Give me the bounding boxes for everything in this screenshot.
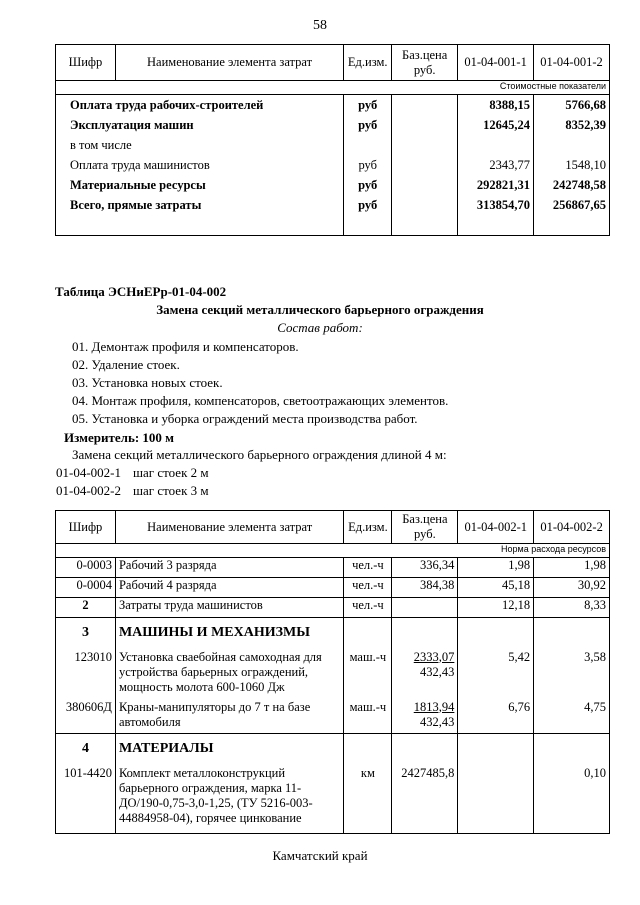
table-row [56,598,610,618]
row-value-1: 12,18 [458,598,534,618]
row-name: Затраты труда машинистов [115,598,343,618]
header-unit: Ед.изм. [344,511,392,544]
table-title: Таблица ЭСНиЕРр-01-04-002 [55,284,227,299]
header-price: Баз.цена руб. [392,45,458,81]
header-col2: 01-04-001-2 [534,45,610,81]
row-unit: руб [344,115,392,135]
row-value-1: 313854,70 [458,195,534,215]
variant-text: шаг стоек 3 м [133,483,209,498]
row-value-1: 292821,31 [458,175,534,195]
row-code: 123010 [56,648,116,698]
row-value-1 [458,764,534,834]
row-price [392,648,458,698]
row-price [392,135,458,155]
row-price [392,95,458,116]
work-item: 04. Монтаж профиля, компенсаторов, светоотражающих элементов. [72,393,449,408]
row-price [392,155,458,175]
row-unit [344,135,392,155]
header-col2: 01-04-002-2 [534,511,610,544]
price-main: 1813,94 [413,699,455,714]
row-code: 0-0003 [56,558,116,578]
work-item: 05. Установка и уборка ограждений места производства работ. [72,411,418,426]
row-value-2: 0,10 [534,764,610,834]
section-heading [56,734,610,764]
works-list [72,339,448,429]
row-value-1: 5,42 [458,648,534,698]
header-name: Наименование элемента затрат [115,511,343,544]
row-value-2: 30,92 [534,578,610,598]
row-unit: маш.-ч [344,698,392,734]
work-item: 02. Удаление стоек. [72,357,180,372]
row-value-1 [458,135,534,155]
header-unit: Ед.изм. [344,45,392,81]
row-value-2: 5766,68 [534,95,610,116]
table-row [56,698,610,734]
row-value-2: 8352,39 [534,115,610,135]
row-value-2: 1548,10 [534,155,610,175]
table-row [56,558,610,578]
row-name: Оплата труда машинистов [56,155,344,175]
resource-table [55,510,610,834]
row-value-1: 1,98 [458,558,534,578]
price-secondary: 432,43 [419,714,455,729]
row-unit: маш.-ч [344,648,392,698]
section-label: Норма расхода ресурсов [56,544,610,558]
row-value-1: 45,18 [458,578,534,598]
row-price [392,558,458,578]
row-value-2 [534,135,610,155]
table-row [56,155,610,175]
price-main: 336,34 [419,558,455,572]
works-title: Состав работ: [277,320,363,335]
variant-code: 01-04-002-1 [56,465,121,480]
heading-name: МАТЕРИАЛЫ [115,734,343,764]
row-code: 2 [56,598,116,618]
row-value-2: 4,75 [534,698,610,734]
heading-code: 3 [56,618,116,648]
row-name: Рабочий 3 разряда [115,558,343,578]
row-price [392,698,458,734]
row-name: Эксплуатация машин [56,115,344,135]
row-code: 101-4420 [56,764,116,834]
heading-code: 4 [56,734,116,764]
row-price [392,764,458,834]
row-value-1: 2343,77 [458,155,534,175]
table-row [56,175,610,195]
price-main: 384,38 [419,578,455,592]
row-unit: руб [344,195,392,215]
row-name: Оплата труда рабочих-строителей [56,95,344,116]
row-code: 380606Д [56,698,116,734]
section-heading [56,618,610,648]
row-unit: руб [344,155,392,175]
row-code: 0-0004 [56,578,116,598]
row-price [392,598,458,618]
row-value-1: 6,76 [458,698,534,734]
row-value-2: 8,33 [534,598,610,618]
variants-list [56,465,209,501]
row-value-2: 3,58 [534,648,610,698]
row-value-1: 8388,15 [458,95,534,116]
work-item: 01. Демонтаж профиля и компенсаторов. [72,339,299,354]
section-label: Стоимостные показатели [56,81,610,95]
table-row [56,195,610,215]
row-unit: км [344,764,392,834]
row-unit: чел.-ч [344,558,392,578]
header-price: Баз.цена руб. [392,511,458,544]
cost-table-1 [55,44,610,236]
header-col1: 01-04-002-1 [458,511,534,544]
table-subtitle: Замена секций металлического барьерного ограждения [156,302,484,317]
row-name: Рабочий 4 разряда [115,578,343,598]
header-code: Шифр [56,511,116,544]
variant-item [56,483,209,501]
row-unit: чел.-ч [344,598,392,618]
row-value-2: 256867,65 [534,195,610,215]
table-row [56,764,610,834]
page-number: 58 [313,18,327,33]
table-row [56,95,610,116]
row-unit: руб [344,175,392,195]
measure: Измеритель: 100 м [64,430,175,445]
variant-text: шаг стоек 2 м [133,465,209,480]
description: Замена секций металлического барьерного ограждения длиной 4 м: [72,447,447,462]
heading-name: МАШИНЫ И МЕХАНИЗМЫ [115,618,343,648]
row-value-2: 242748,58 [534,175,610,195]
table-row [56,648,610,698]
row-name: в том числе [56,135,344,155]
price-secondary: 432,43 [419,664,455,679]
table-row [56,115,610,135]
variant-code: 01-04-002-2 [56,483,121,498]
row-unit: руб [344,95,392,116]
footer: Камчатский край [272,848,368,863]
price-main: 2333,07 [413,649,455,664]
row-price [392,175,458,195]
row-name: Комплект металлоконструкций барьерного ограждения, марка 11-ДО/190-0,75-3,0-1,25, (ТУ 5216-003-44884958-04), горячее цинкование [115,764,343,834]
row-name: Материальные ресурсы [56,175,344,195]
header-col1: 01-04-001-1 [458,45,534,81]
row-value-2: 1,98 [534,558,610,578]
table-row [56,578,610,598]
price-main: 2427485,8 [401,765,455,780]
row-unit: чел.-ч [344,578,392,598]
work-item: 03. Установка новых стоек. [72,375,223,390]
row-value-1: 12645,24 [458,115,534,135]
table-row [56,135,610,155]
row-name: Краны-манипуляторы до 7 т на базе автомобиля [115,698,343,734]
variant-item [56,465,209,483]
row-name: Всего, прямые затраты [56,195,344,215]
header-name: Наименование элемента затрат [115,45,343,81]
row-price [392,115,458,135]
row-name: Установка сваебойная самоходная для устройства барьерных ограждений, мощность молота 600-1060 Дж [115,648,343,698]
header-code: Шифр [56,45,116,81]
row-price [392,578,458,598]
row-price [392,195,458,215]
